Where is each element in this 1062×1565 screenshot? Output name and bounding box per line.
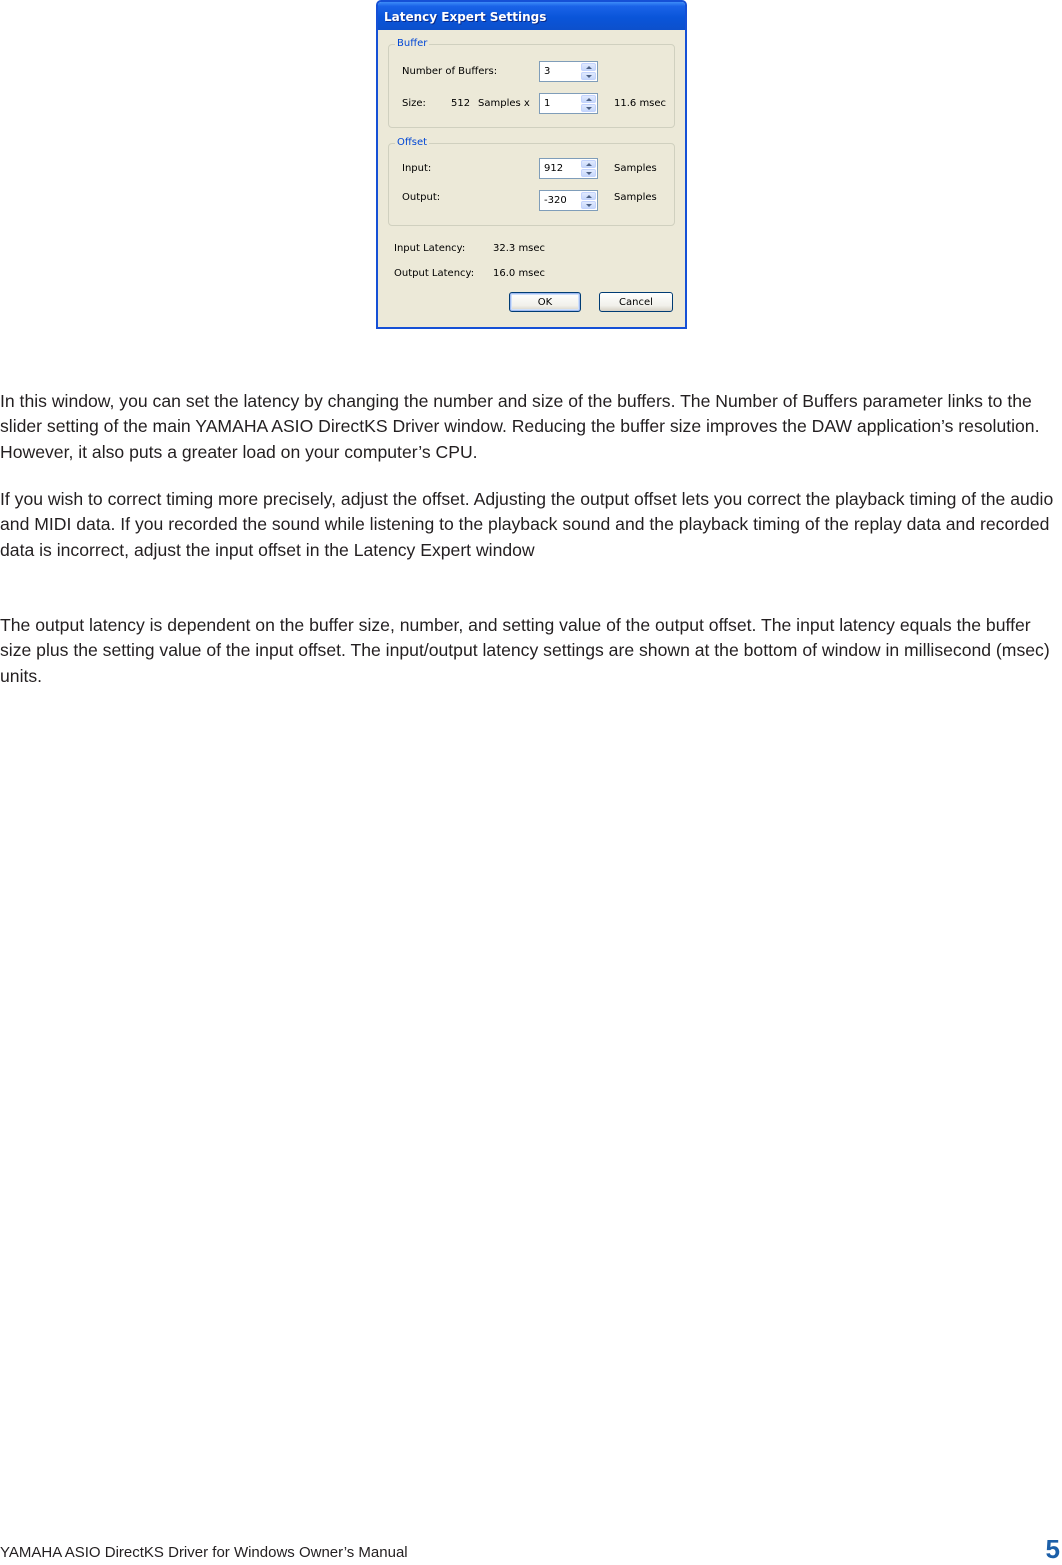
arrow-up-icon: [586, 98, 592, 101]
input-offset-value[interactable]: 912: [544, 163, 564, 174]
buffer-group-legend: Buffer: [397, 38, 428, 49]
dialog-title: Latency Expert Settings: [384, 10, 547, 24]
arrow-up-icon: [586, 163, 592, 166]
size-samples-value: 512: [451, 98, 471, 109]
cancel-button[interactable]: [599, 292, 673, 312]
arrow-down-icon: [586, 204, 592, 207]
size-multiplier-spin-buttons: [581, 95, 596, 112]
latency-expert-settings-dialog: [376, 0, 687, 329]
offset-groupbox: [388, 137, 675, 226]
size-multiplier-value[interactable]: 1: [544, 98, 551, 109]
size-samples-label: Samples x: [478, 98, 530, 109]
output-offset-value[interactable]: -320: [544, 195, 567, 206]
ok-button[interactable]: [509, 292, 581, 312]
body-paragraph: In this window, you can set the latency by changing the number and size of the buffers. The Number of Buffers parameter links to the slider setting of the main YAMAHA ASIO DirectKS Driver window. Reducing the buffer size improves the DAW application’s resolution. However, it also puts a greater load on your computer’s CPU.: [0, 391, 1040, 462]
input-offset-unit: Samples: [614, 163, 657, 174]
page-number: 5: [1045, 1534, 1060, 1564]
input-offset-down-button[interactable]: [581, 169, 596, 177]
body-paragraph: The output latency is dependent on the buffer size, number, and setting value of the output offset. The input latency equals the buffer size plus the setting value of the input offset. The input/output latency settings are shown at the bottom of window in millisecond (msec) units.: [0, 615, 1050, 686]
ok-button-label: OK: [537, 296, 553, 308]
cancel-button-label: Cancel: [619, 296, 653, 308]
number-of-buffers-down-button[interactable]: [581, 72, 596, 80]
input-latency-value: 32.3 msec: [493, 243, 546, 254]
input-offset-up-button[interactable]: [581, 160, 596, 168]
input-offset-label: Input:: [402, 163, 432, 174]
offset-group-legend: Offset: [397, 137, 428, 148]
output-offset-label: Output:: [402, 192, 441, 203]
size-multiplier-spinner[interactable]: [539, 93, 598, 114]
size-multiplier-up-button[interactable]: [581, 95, 596, 103]
input-offset-spinner[interactable]: [539, 158, 598, 179]
body-paragraph: If you wish to correct timing more precisely, adjust the offset. Adjusting the output offset lets you correct the playback timing of the audio and MIDI data. If you recorded the sound while listening to the playback sound and the playback timing of the replay data and recorded data is incorrect, adjust the input offset in the Latency Expert window: [0, 489, 1054, 560]
number-of-buffers-spin-buttons: [581, 63, 596, 80]
size-multiplier-down-button[interactable]: [581, 104, 596, 112]
output-offset-spinner[interactable]: [539, 190, 598, 211]
arrow-up-icon: [586, 66, 592, 69]
arrow-down-icon: [586, 107, 592, 110]
input-offset-spin-buttons: [581, 160, 596, 177]
arrow-down-icon: [586, 75, 592, 78]
number-of-buffers-spinner[interactable]: [539, 61, 598, 82]
dialog-titlebar[interactable]: [378, 2, 685, 30]
output-offset-down-button[interactable]: [581, 201, 596, 209]
output-offset-spin-buttons: [581, 192, 596, 209]
buffer-groupbox: [388, 38, 675, 128]
number-of-buffers-value[interactable]: 3: [544, 66, 551, 77]
size-msec-readout: 11.6 msec: [614, 98, 667, 109]
input-latency-label: Input Latency:: [394, 243, 466, 254]
arrow-up-icon: [586, 195, 592, 198]
size-label: Size:: [402, 98, 426, 109]
arrow-down-icon: [586, 172, 592, 175]
output-latency-label: Output Latency:: [394, 268, 475, 279]
output-offset-unit: Samples: [614, 192, 657, 203]
output-latency-value: 16.0 msec: [493, 268, 546, 279]
number-of-buffers-label: Number of Buffers:: [402, 66, 498, 77]
footer-manual-title: YAMAHA ASIO DirectKS Driver for Windows Owner’s Manual: [0, 1544, 408, 1561]
number-of-buffers-up-button[interactable]: [581, 63, 596, 71]
output-offset-up-button[interactable]: [581, 192, 596, 200]
